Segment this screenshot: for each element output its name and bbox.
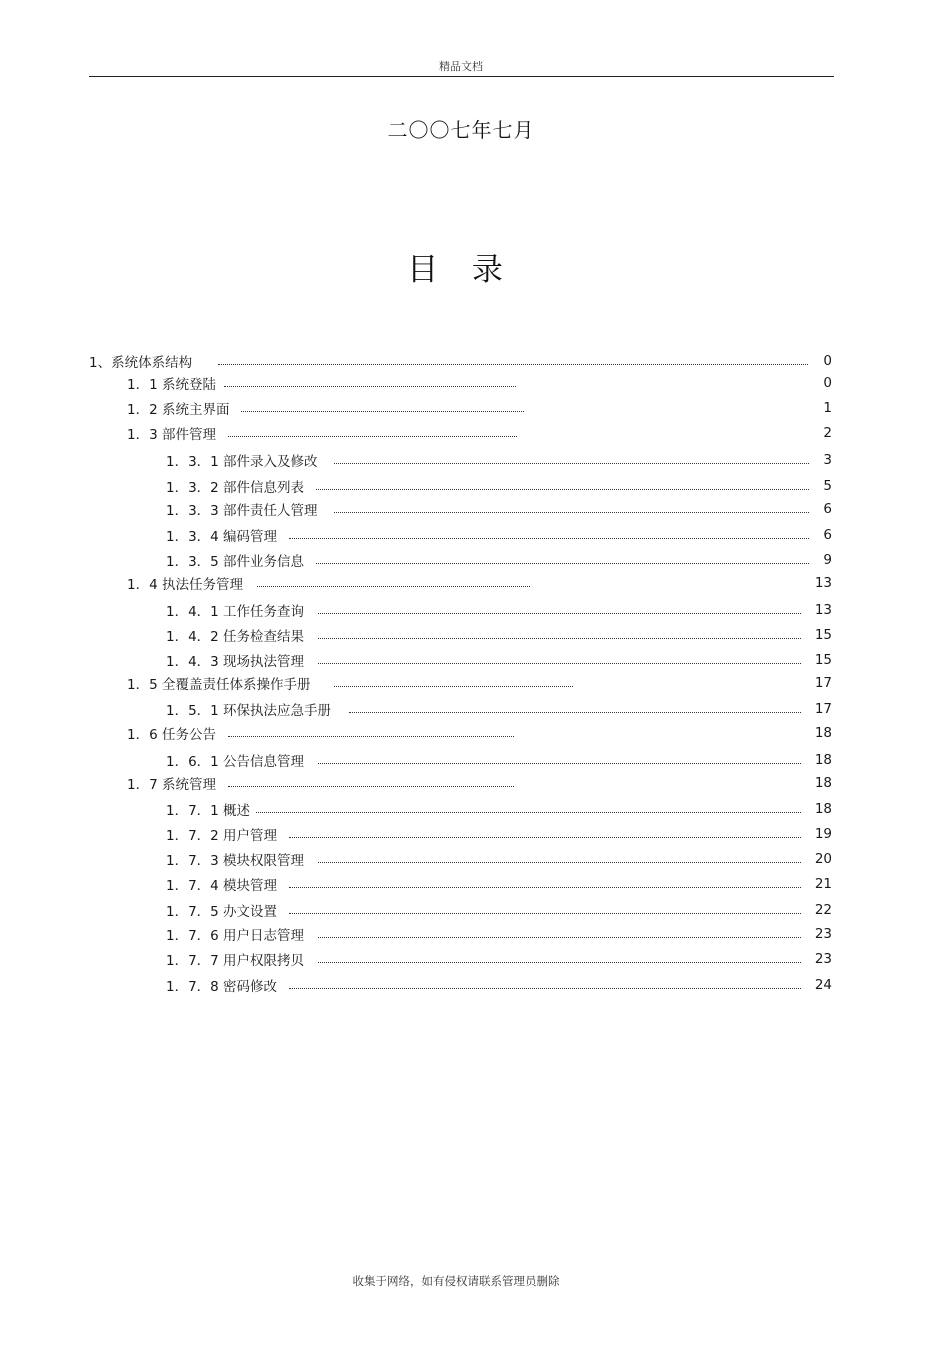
toc-entry[interactable] bbox=[166, 976, 807, 994]
toc-entry-page: 17 bbox=[814, 675, 832, 691]
toc-entry-label: 1．1 系统登陆 bbox=[127, 377, 216, 393]
toc-entry-label: 1．4．3 现场执法管理 bbox=[166, 654, 305, 670]
dot-leader bbox=[228, 786, 514, 787]
toc-entry[interactable] bbox=[166, 901, 807, 919]
toc-entry-label: 1．5．1 环保执法应急手册 bbox=[166, 703, 332, 719]
toc-entry-label: 1．4 执法任务管理 bbox=[127, 577, 243, 593]
dot-leader bbox=[349, 712, 801, 713]
page-header-label: 精品文档 bbox=[439, 60, 483, 73]
toc-entry[interactable] bbox=[127, 574, 536, 592]
toc-entry[interactable] bbox=[166, 477, 815, 495]
dot-leader bbox=[256, 812, 801, 813]
toc-entry-label: 1．7．5 办文设置 bbox=[166, 904, 278, 920]
dot-leader bbox=[318, 962, 801, 963]
toc-entry-page: 23 bbox=[814, 951, 832, 967]
toc-heading: 目 录 bbox=[407, 252, 515, 288]
toc-entry-label: 1．4．2 任务检查结果 bbox=[166, 629, 305, 645]
toc-entry-page: 13 bbox=[814, 602, 832, 618]
toc-entry-page: 18 bbox=[814, 725, 832, 741]
toc-entry-page: 13 bbox=[814, 575, 832, 591]
toc-entry-page: 21 bbox=[814, 876, 832, 892]
toc-entry-page: 18 bbox=[814, 801, 832, 817]
toc-entry-page: 3 bbox=[823, 452, 832, 468]
toc-entry-page: 23 bbox=[814, 926, 832, 942]
toc-entry-label: 1．2 系统主界面 bbox=[127, 402, 230, 418]
dot-leader bbox=[318, 638, 801, 639]
toc-entry-page: 20 bbox=[814, 851, 832, 867]
toc-entry-page: 22 bbox=[814, 902, 832, 918]
toc-entry[interactable] bbox=[166, 626, 807, 644]
toc-entry-label: 1．7．4 模块管理 bbox=[166, 878, 278, 894]
dot-leader bbox=[289, 538, 809, 539]
dot-leader bbox=[316, 563, 809, 564]
toc-entry-page: 19 bbox=[814, 826, 832, 842]
dot-leader bbox=[228, 736, 514, 737]
toc-entry[interactable] bbox=[166, 875, 807, 893]
toc-entry-label: 1．7．8 密码修改 bbox=[166, 979, 278, 995]
toc-entry[interactable] bbox=[166, 825, 807, 843]
toc-entry-page: 0 bbox=[823, 353, 832, 369]
toc-entry-page: 24 bbox=[814, 977, 832, 993]
toc-entry-page: 9 bbox=[823, 552, 832, 568]
toc-entry-page: 0 bbox=[823, 375, 832, 391]
toc-entry-page: 15 bbox=[814, 627, 832, 643]
toc-entry-label: 1．6 任务公告 bbox=[127, 727, 216, 743]
dot-leader bbox=[289, 913, 801, 914]
toc-entry-label: 1．6．1 公告信息管理 bbox=[166, 754, 305, 770]
toc-entry[interactable] bbox=[166, 950, 807, 968]
dot-leader bbox=[334, 686, 573, 687]
toc-entry-label: 1．7．7 用户权限拷贝 bbox=[166, 953, 305, 969]
toc-entry-label: 1．3．3 部件责任人管理 bbox=[166, 503, 318, 519]
toc-entry-label: 1．3．2 部件信息列表 bbox=[166, 480, 305, 496]
toc-entry-label: 1．7．3 模块权限管理 bbox=[166, 853, 305, 869]
toc-entry[interactable] bbox=[89, 352, 814, 370]
toc-entry[interactable] bbox=[166, 751, 807, 769]
toc-entry[interactable] bbox=[127, 374, 522, 392]
toc-entry-page: 15 bbox=[814, 652, 832, 668]
dot-leader bbox=[257, 586, 530, 587]
toc-entry-page: 18 bbox=[814, 752, 832, 768]
dot-leader bbox=[334, 463, 809, 464]
dot-leader bbox=[318, 763, 801, 764]
dot-leader bbox=[334, 512, 809, 513]
toc-entry-label: 1．4．1 工作任务查询 bbox=[166, 604, 305, 620]
dot-leader bbox=[241, 411, 524, 412]
toc-entry[interactable] bbox=[166, 451, 815, 469]
toc-entry-label: 1．7．1 概述 bbox=[166, 803, 251, 819]
toc-entry-label: 1．7．6 用户日志管理 bbox=[166, 928, 305, 944]
dot-leader bbox=[318, 862, 801, 863]
document-date: 二〇〇七年七月 bbox=[387, 118, 535, 142]
toc-entry-page: 6 bbox=[823, 501, 832, 517]
toc-entry-page: 6 bbox=[823, 527, 832, 543]
toc-entry-label: 1．3．5 部件业务信息 bbox=[166, 554, 305, 570]
toc-entry[interactable] bbox=[166, 700, 807, 718]
toc-entry[interactable] bbox=[166, 500, 815, 518]
toc-entry[interactable] bbox=[166, 651, 807, 669]
toc-entry-page: 5 bbox=[823, 478, 832, 494]
toc-entry[interactable] bbox=[127, 674, 579, 692]
toc-entry[interactable] bbox=[127, 399, 530, 417]
dot-leader bbox=[289, 837, 801, 838]
toc-entry[interactable] bbox=[127, 424, 523, 442]
dot-leader bbox=[318, 613, 801, 614]
toc-entry[interactable] bbox=[166, 551, 815, 569]
page-footer-label: 收集于网络，如有侵权请联系管理员删除 bbox=[352, 1274, 560, 1288]
toc-entry[interactable] bbox=[127, 724, 520, 742]
dot-leader bbox=[318, 663, 801, 664]
toc-entry-label: 1、系统体系结构 bbox=[89, 355, 193, 371]
dot-leader bbox=[316, 489, 809, 490]
toc-entry-page: 17 bbox=[814, 701, 832, 717]
dot-leader bbox=[318, 937, 801, 938]
dot-leader bbox=[224, 386, 516, 387]
toc-entry-label: 1．3 部件管理 bbox=[127, 427, 216, 443]
toc-entry-label: 1．5 全覆盖责任体系操作手册 bbox=[127, 677, 311, 693]
toc-entry[interactable] bbox=[127, 774, 520, 792]
toc-entry[interactable] bbox=[166, 526, 815, 544]
toc-entry-page: 18 bbox=[814, 775, 832, 791]
toc-entry-label: 1．3．1 部件录入及修改 bbox=[166, 454, 318, 470]
toc-entry-label: 1．3．4 编码管理 bbox=[166, 529, 278, 545]
dot-leader bbox=[228, 436, 517, 437]
toc-entry[interactable] bbox=[166, 800, 807, 818]
toc-entry[interactable] bbox=[166, 925, 807, 943]
toc-entry-label: 1．7 系统管理 bbox=[127, 777, 216, 793]
dot-leader bbox=[218, 364, 808, 365]
toc-entry[interactable] bbox=[166, 850, 807, 868]
dot-leader bbox=[289, 887, 801, 888]
toc-entry-page: 2 bbox=[823, 425, 832, 441]
toc-entry-label: 1．7．2 用户管理 bbox=[166, 828, 278, 844]
toc-entry-page: 1 bbox=[823, 400, 832, 416]
toc-entry[interactable] bbox=[166, 601, 807, 619]
dot-leader bbox=[289, 988, 801, 989]
